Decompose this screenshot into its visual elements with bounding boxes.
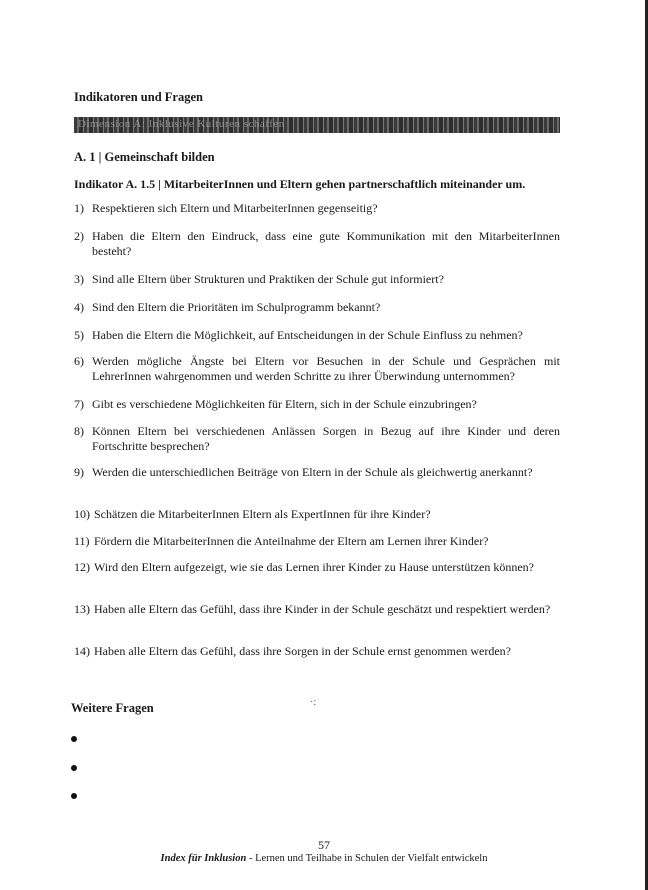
question-number: 3) xyxy=(74,272,84,286)
question-text: Haben alle Eltern das Gefühl, dass ihre Kinder in der Schule geschätzt und respektiert werden? xyxy=(94,602,551,616)
question-item xyxy=(74,354,560,384)
question-text: Werden die unterschiedlichen Beiträge von Eltern in der Schule als gleichwertig anerkannt? xyxy=(92,465,533,479)
question-item xyxy=(74,328,560,343)
question-text: Sind den Eltern die Prioritäten im Schulprogramm bekannt? xyxy=(92,300,381,314)
question-item xyxy=(74,201,560,216)
question-item xyxy=(74,534,560,549)
question-text: Werden mögliche Ängste bei Eltern vor Besuchen in der Schule und Gesprächen mit LehrerInnen wahrgenommen und werden Schritte zu ihrer Überwindung unternommen? xyxy=(92,354,560,383)
question-text: Können Eltern bei verschiedenen Anlässen Sorgen in Bezug auf ihre Kinder und deren Fortschritte besprechen? xyxy=(92,424,560,453)
question-number: 9) xyxy=(74,465,84,479)
question-number: 2) xyxy=(74,229,84,243)
question-text: Wird den Eltern aufgezeigt, wie sie das Lernen ihrer Kinder zu Hause unterstützen können? xyxy=(94,560,535,574)
question-number: 5) xyxy=(74,328,84,342)
bullet-point xyxy=(71,793,77,799)
question-number: 1) xyxy=(74,201,84,215)
bullet-point xyxy=(71,736,77,742)
footer-subtitle: - Lernen und Teilhabe in Schulen der Vielfalt entwickeln xyxy=(246,853,488,864)
question-item xyxy=(74,300,560,315)
question-number: 11) xyxy=(74,534,90,548)
question-item xyxy=(74,424,560,454)
footer-brand: Index für Inklusion xyxy=(160,853,247,864)
question-text: Haben alle Eltern das Gefühl, dass ihre Sorgen in der Schule ernst genommen werden? xyxy=(94,644,511,658)
question-text: Haben die Eltern den Eindruck, dass eine gute Kommunikation mit den MitarbeiterInnen besteht? xyxy=(92,229,560,258)
dimension-bar-text: Dimension A: Inklusive Kulturen schaffen xyxy=(78,118,285,130)
dimension-bar xyxy=(74,117,560,133)
question-item xyxy=(74,644,560,659)
section-title: A. 1 | Gemeinschaft bilden xyxy=(74,150,215,164)
page-heading: Indikatoren und Fragen xyxy=(74,90,203,104)
question-number: 12) xyxy=(74,560,90,574)
question-text: Sind alle Eltern über Strukturen und Praktiken der Schule gut informiert? xyxy=(92,272,444,286)
question-item xyxy=(74,229,560,259)
question-number: 13) xyxy=(74,602,90,616)
question-number: 10) xyxy=(74,507,90,521)
question-number: 7) xyxy=(74,397,84,411)
question-item xyxy=(74,602,560,617)
question-text: Gibt es verschiedene Möglichkeiten für Eltern, sich in der Schule einzubringen? xyxy=(92,397,477,411)
question-item xyxy=(74,560,560,575)
question-number: 4) xyxy=(74,300,84,314)
question-text: Schätzen die MitarbeiterInnen Eltern als ExpertInnen für ihre Kinder? xyxy=(94,507,431,521)
question-item xyxy=(74,507,560,522)
page-number: 57 xyxy=(318,838,330,852)
bullet-point xyxy=(71,765,77,771)
question-item xyxy=(74,465,560,480)
indicator-title: Indikator A. 1.5 | MitarbeiterInnen und Eltern gehen partnerschaftlich miteinander um. xyxy=(74,177,526,191)
page-footer xyxy=(0,853,648,864)
question-number: 8) xyxy=(74,424,84,438)
question-text: Fördern die MitarbeiterInnen die Anteilnahme der Eltern am Lernen ihrer Kinder? xyxy=(94,534,489,548)
question-item xyxy=(74,272,560,287)
question-text: Haben die Eltern die Möglichkeit, auf Entscheidungen in der Schule Einfluss zu nehmen? xyxy=(92,328,523,342)
question-text: Respektieren sich Eltern und MitarbeiterInnen gegenseitig? xyxy=(92,201,378,215)
question-number: 14) xyxy=(74,644,90,658)
scan-speck: ·: xyxy=(310,697,317,708)
further-questions-title: Weitere Fragen xyxy=(71,701,154,715)
question-item xyxy=(74,397,560,412)
question-number: 6) xyxy=(74,354,84,368)
